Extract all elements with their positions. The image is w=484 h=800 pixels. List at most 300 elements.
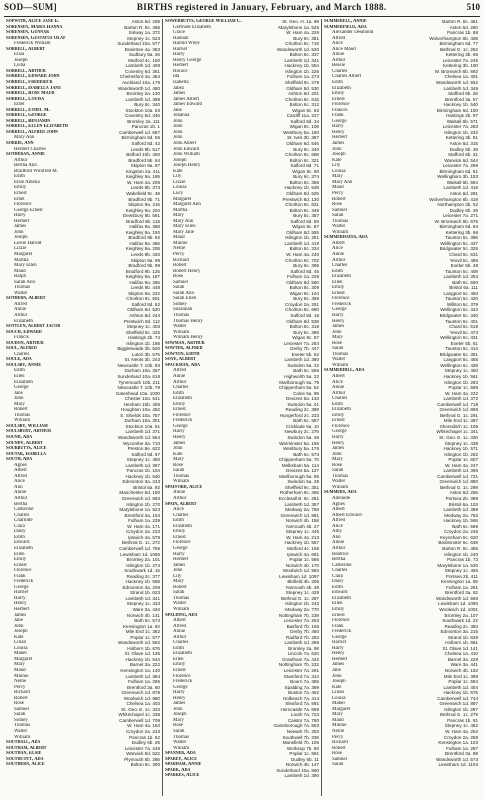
entry-district: Dudley 6b. 25 bbox=[131, 740, 160, 746]
entry-name: Agnes bbox=[14, 462, 27, 468]
entry-district: Swindon 5a. 28 bbox=[287, 479, 319, 485]
entry-name: James bbox=[332, 662, 345, 668]
entry-name: Florence bbox=[173, 412, 191, 418]
entry-district: Exeter 5b. 48 bbox=[450, 263, 478, 269]
entry-district: Taunton 5c. 408 bbox=[445, 268, 478, 274]
entry-district: Birmingham 6d. 61 bbox=[439, 168, 478, 174]
entry-district: Salford 8d. 45 bbox=[290, 268, 319, 274]
entry-name: Herbert bbox=[332, 656, 348, 662]
entry-district: Lambeth 1d. 371 bbox=[125, 429, 160, 435]
entry-name: Samuel bbox=[173, 279, 188, 285]
entry-name: Edith bbox=[173, 518, 184, 524]
entry-name: Sorrell, Ethel M. bbox=[6, 107, 50, 113]
entry-district: Woolwich 1d. 993 bbox=[282, 568, 319, 574]
entry-name: Margaret bbox=[14, 656, 33, 662]
entry-district: Kensington 1a. 82 bbox=[122, 623, 160, 629]
entry-name: Maud bbox=[332, 185, 344, 191]
entry-district: Mile End 1c. 397 bbox=[443, 418, 478, 424]
entry-district: Halifax 9a. 366 bbox=[129, 240, 160, 246]
entry-name: Edith bbox=[173, 390, 184, 396]
entry-name: Thomas Henry bbox=[173, 318, 203, 324]
entry-district: W. Ham 4a. 247 bbox=[445, 462, 478, 468]
entry-district: Sunderland 10a. 618 bbox=[117, 374, 160, 379]
entry-district: Hackney 1b. 540 bbox=[125, 473, 160, 479]
entry-name: Minnie bbox=[14, 673, 29, 679]
entry-name: Joseph bbox=[332, 679, 346, 685]
entry-district: Ipswich 4a. 678 bbox=[128, 534, 160, 540]
entry-name: Albert bbox=[332, 240, 345, 246]
entry-district: W. Ham 4a. 229 bbox=[286, 30, 319, 36]
entry-name: Southall, Ada bbox=[6, 740, 41, 746]
entry-name: Spanner, Ada bbox=[165, 751, 196, 757]
entry-district: Norwich 4b. 153 bbox=[444, 667, 478, 673]
entry-name: Percy bbox=[173, 251, 185, 257]
entry-name: Mary Jane bbox=[173, 229, 194, 235]
entry-district: Reading 2c. 383 bbox=[444, 623, 478, 629]
entry-name: Arthur bbox=[173, 634, 187, 640]
entry-district: Holborn 1b. 681 bbox=[445, 640, 478, 646]
entry-name: Nellie bbox=[332, 729, 345, 734]
entry-name: Joseph bbox=[14, 235, 28, 241]
entry-name: Gertrude Elizabeth bbox=[173, 24, 211, 30]
entry-name: Arthur bbox=[332, 57, 346, 63]
entry-district: Bury 8c. 395 bbox=[293, 263, 319, 269]
entry-name: Elizabeth bbox=[332, 595, 351, 601]
entry-district: Islington 1b. 274 bbox=[126, 562, 160, 568]
entry-name: Sottlen, Albert Jacob bbox=[6, 324, 61, 330]
entry-district: Kettering 3b. 81 bbox=[445, 135, 478, 141]
entry-name: Ernest bbox=[173, 534, 186, 540]
entry-district: Stepney 1c. 428 bbox=[285, 590, 319, 596]
entry-name: Lily bbox=[173, 174, 182, 180]
entry-district: Wolverhampton 6b. 419 bbox=[429, 196, 478, 202]
entry-district: Pancras 1b. 62 bbox=[129, 734, 160, 740]
entry-name: Clara bbox=[14, 523, 25, 529]
entry-district: Oldham 8d. 530 bbox=[286, 85, 319, 91]
entry-name: Lilian bbox=[14, 640, 26, 646]
entry-district: Lambeth 1d. 384 bbox=[125, 673, 160, 679]
entry-district: Lambeth 1d. 390 bbox=[284, 773, 319, 779]
entry-name: Louisa bbox=[173, 185, 187, 191]
entry-district: Woolwich 1d. 1001 bbox=[439, 606, 478, 612]
entry-name: Henry George bbox=[173, 57, 202, 63]
entry-name: Sorensen, Gunnar bbox=[6, 30, 49, 36]
entry-district: Fulham 1a. 281 bbox=[446, 584, 478, 590]
entry-name: Martha bbox=[14, 257, 29, 263]
entry-name: Sarah Ann bbox=[173, 290, 194, 296]
entry-name: Albert bbox=[332, 507, 345, 513]
entry-name: Sorrell, Ellen Elizabeth bbox=[6, 124, 68, 130]
entry-name: Alice bbox=[332, 41, 343, 47]
entry-name: Frank bbox=[332, 623, 344, 629]
entry-name: Elsie Amelia bbox=[14, 179, 40, 185]
entry-district: Hackney 1b. 557 bbox=[284, 540, 319, 546]
entry-district: Skipton 9a. 87 bbox=[130, 163, 160, 169]
entry-name: Margaret bbox=[14, 251, 33, 257]
entry-district: Wandsworth 1d. 573 bbox=[436, 756, 478, 762]
entry-district: Chelsea 1a. 410 bbox=[444, 651, 478, 657]
entry-district: Poplar 1c. 591 bbox=[289, 751, 319, 757]
entry-district: Wolverhampton 6b. 408 bbox=[429, 35, 478, 41]
entry-name: Edith bbox=[14, 534, 25, 540]
entry-district: Ware 3a. 441 bbox=[450, 662, 478, 668]
entry-district: Fulham 1a. 287 bbox=[446, 745, 478, 751]
entry-district: Lewisham 1d. 1085 bbox=[120, 551, 160, 557]
entry-name: Elizabeth bbox=[14, 545, 33, 551]
entry-district: Greenwich 1d. 878 bbox=[121, 690, 160, 696]
entry-name: James bbox=[173, 701, 186, 707]
entry-name: Mary bbox=[173, 579, 184, 585]
entry-district: Stepney 1c. 446 bbox=[285, 529, 319, 535]
entry-name: Sotheran, Annie bbox=[6, 152, 45, 158]
entry-district: Leicester 7a. 283 bbox=[442, 124, 478, 130]
entry-name: Bertha bbox=[332, 557, 346, 563]
entry-name: Samuel bbox=[14, 706, 29, 712]
entry-name: Arthur bbox=[332, 545, 346, 551]
entry-district: Newcastle T. 10b. 79 bbox=[117, 385, 160, 391]
entry-district: Croydon 2a. 251 bbox=[285, 301, 319, 307]
entry-name: James bbox=[173, 562, 186, 568]
entry-district: Stockton 10a. 51 bbox=[125, 423, 160, 429]
entry-district: Leeds 9b. 430 bbox=[130, 251, 160, 257]
entry-district: Exeter 5b. 52 bbox=[291, 351, 319, 357]
entry-district: Wandsworth 1d. 530 bbox=[277, 46, 319, 52]
entry-district: Lambeth 1d. 380 bbox=[284, 357, 319, 363]
entry-district: Norwich 4b. 141 bbox=[126, 612, 160, 618]
entry-district: Bath 5c. 573 bbox=[293, 451, 319, 457]
entry-district: Wandsworth 1d. 480 bbox=[118, 85, 160, 91]
entry-name: George bbox=[14, 385, 29, 391]
entry-name: Soulsbury, Arthur bbox=[6, 429, 52, 435]
entry-district: Bath 5c. 555 bbox=[293, 368, 319, 374]
entry-name: John bbox=[14, 396, 24, 402]
page-range-label: SOD—SUM] bbox=[4, 2, 57, 12]
entry-district: Stepney 1c. 450 bbox=[444, 368, 478, 374]
entry-district: Belford 10b. 400 bbox=[126, 152, 160, 158]
entry-district: Hackney 1b. 544 bbox=[125, 656, 160, 662]
entry-name: Spalding, Ada bbox=[165, 612, 198, 618]
entry-name: Sopwith, Alice Jane E. bbox=[6, 19, 60, 24]
entry-district: Nottingham 7b. 239 bbox=[278, 612, 319, 618]
entry-name: Thomas bbox=[332, 351, 349, 357]
entry-name: Harry bbox=[332, 124, 344, 130]
entry-name: Walter bbox=[14, 729, 28, 734]
entry-name: Soudon, Arthur bbox=[6, 340, 44, 346]
entry-name: Soulsby, William bbox=[6, 423, 48, 429]
entry-district: Stepney 1c. 439 bbox=[444, 440, 478, 446]
index-column-2 bbox=[163, 19, 322, 796]
entry-name: Sarah bbox=[332, 213, 344, 219]
entry-name: Joseph bbox=[173, 157, 187, 163]
entry-name: Sorrell, Benjamin bbox=[6, 118, 51, 124]
entry-district: Birmingham 6d. 100 bbox=[436, 107, 478, 113]
entry-name: Sorensen, Maria Hanna bbox=[6, 24, 63, 30]
entry-name: Bessie bbox=[332, 63, 346, 69]
entry-name: Henry bbox=[173, 435, 186, 441]
entry-name: Sarah bbox=[332, 346, 344, 352]
entry-name: Sarah bbox=[14, 712, 26, 718]
entry-name: Spackman, Ada bbox=[165, 362, 200, 368]
entry-name: Thomas bbox=[14, 285, 31, 291]
entry-district: Woolwich 1d. 980 bbox=[123, 695, 160, 701]
entry-name: Joseph Henry bbox=[173, 163, 201, 169]
entry-name: Ernest bbox=[14, 562, 27, 568]
entry-district: Aston 6d. 315 bbox=[449, 141, 478, 147]
entry-district: Hackney 1b. 575 bbox=[443, 690, 478, 696]
entry-name: James bbox=[173, 91, 186, 97]
entry-name: Charles bbox=[332, 263, 348, 269]
entry-district: Kettering 3b. 68 bbox=[445, 52, 478, 58]
entry-name: Charles bbox=[332, 68, 348, 74]
entry-district: Bath 5c. 560 bbox=[452, 279, 478, 285]
page-header bbox=[4, 2, 480, 17]
entry-district: Worksop 7b. 60 bbox=[286, 745, 319, 751]
entry-name: Joseph bbox=[332, 152, 346, 158]
entry-name: Sarah bbox=[332, 468, 344, 474]
entry-name: Leslie Harold bbox=[14, 240, 42, 246]
entry-district: W. Ham 4a. 222 bbox=[445, 390, 478, 396]
entry-district: Salford 8d. 18 bbox=[290, 312, 319, 318]
entry-name: Thomas bbox=[173, 312, 190, 318]
entry-district: Keighley 9a. 193 bbox=[125, 229, 160, 235]
entry-name: Annie bbox=[332, 540, 345, 546]
entry-district: Halifax 9a. 365 bbox=[129, 279, 160, 285]
entry-district: Southwell 7b. 336 bbox=[282, 734, 319, 740]
entry-district: Marlborough 5a. 85 bbox=[279, 473, 319, 479]
entry-name: Frances bbox=[332, 107, 348, 113]
entry-name: Thomas bbox=[14, 723, 31, 729]
entry-district: Taunton 5c. 395 bbox=[445, 235, 478, 241]
entry-name: Ellen bbox=[332, 601, 343, 607]
entry-district: Wandsworth 1d. 554 bbox=[118, 435, 160, 441]
entry-district: Bethnal G. 1c. 272 bbox=[121, 540, 160, 546]
entry-district: Bury 8c. 381 bbox=[293, 35, 319, 41]
entry-name: Spafford, Alice bbox=[165, 484, 203, 490]
entry-district: Bradford 9b. 99 bbox=[128, 263, 160, 269]
entry-district: Bromley 2a. 107 bbox=[444, 612, 478, 618]
entry-district: Stepney 1c. 523 bbox=[126, 35, 160, 41]
entry-district: Stafford 6b. 26 bbox=[447, 91, 478, 97]
entry-district: Luton 3b. 575 bbox=[131, 351, 160, 357]
entry-name: Sorrell, Frederick bbox=[6, 80, 53, 86]
entry-name: William Henry bbox=[173, 335, 203, 341]
entry-district: Islington 1b. 240 bbox=[444, 551, 478, 557]
entry-name: Elizabeth bbox=[14, 379, 33, 385]
entry-district: Leicester 7a. 299 bbox=[442, 163, 478, 169]
entry-district: Lambeth 1d. 408 bbox=[125, 63, 160, 69]
entry-name: Edith bbox=[14, 368, 25, 374]
entry-name: Sowman, Arthur bbox=[165, 340, 205, 346]
entry-district: Oldham 8d. 525 bbox=[286, 190, 319, 196]
entry-district: W. Ham 4a. 206 bbox=[127, 179, 160, 185]
entry-name: Minnie bbox=[173, 240, 188, 246]
entry-district: Wycombe 3a. 710 bbox=[123, 440, 160, 446]
entry-name: Bradford Winifred M. bbox=[14, 168, 59, 174]
entry-name: Daisy bbox=[332, 579, 344, 585]
entry-district: Hastings 2b. 97 bbox=[446, 113, 478, 119]
entry-name: Florence bbox=[332, 296, 350, 302]
entry-name: Thomas bbox=[173, 734, 190, 740]
entry-name: Joseph bbox=[14, 57, 28, 63]
entry-district: Kensington 1a. 103 bbox=[438, 740, 478, 746]
entry-district: Southwark 1d. 22 bbox=[442, 618, 478, 624]
entry-district: Chard 5c. 519 bbox=[449, 324, 478, 330]
entry-district: Lambeth 1d. 372 bbox=[443, 396, 478, 402]
entry-district: Bradford 9b. 71 bbox=[128, 196, 160, 202]
entry-name: Ethel bbox=[14, 196, 25, 202]
entry-name: Spain, Albert bbox=[165, 501, 197, 507]
entry-name: Henry bbox=[332, 318, 345, 324]
entry-name: George bbox=[332, 429, 347, 435]
entry-name: Annie bbox=[173, 490, 186, 496]
entry-name: Albert bbox=[14, 468, 27, 474]
entry-district: Westbury 5a. 180 bbox=[283, 129, 319, 135]
entry-district: Lambeth 1d. 416 bbox=[443, 185, 478, 191]
entry-district: Keighley 9a. 208 bbox=[125, 246, 160, 252]
entry-district: Sheffield 9c. 351 bbox=[284, 484, 319, 490]
entry-district: Shoreditch 1c. 105 bbox=[439, 423, 478, 429]
entry-district: Bristol 6a. 111 bbox=[449, 285, 478, 291]
entry-district: Bolton 8c. 356 bbox=[289, 179, 319, 185]
entry-district: Chester 10a. 541 bbox=[124, 396, 160, 402]
entry-district: Brentford 3a. 62 bbox=[445, 590, 478, 596]
entry-name: Southan, Elsie bbox=[6, 751, 42, 757]
entry-name: Charles bbox=[173, 640, 189, 646]
entry-district: Wigan 8c. 83 bbox=[292, 107, 319, 113]
entry-name: Sorrell, Isabella Jane bbox=[6, 85, 61, 91]
register-entry bbox=[165, 773, 319, 779]
entry-name: Ernest bbox=[332, 96, 345, 102]
entry-name: Sarah bbox=[173, 468, 185, 474]
entry-name: Harold Wiley bbox=[173, 41, 201, 47]
entry-district: Oldham 8d. 538 bbox=[286, 318, 319, 324]
entry-name: Minnie bbox=[332, 723, 347, 729]
entry-name: Joseph bbox=[14, 629, 28, 635]
entry-name: Robert Henry bbox=[173, 268, 201, 274]
entry-name: Ellen bbox=[14, 551, 25, 557]
entry-name: Frederick bbox=[332, 629, 352, 635]
entry-district: Birmingham 6d. 77 bbox=[439, 41, 478, 47]
entry-name: Francis bbox=[14, 335, 29, 341]
entry-name: Robert bbox=[173, 263, 187, 269]
entry-district: Strand 1b. 623 bbox=[129, 590, 160, 596]
entry-district: Fulham 1a. 239 bbox=[128, 518, 160, 524]
entry-name: Joseph bbox=[173, 712, 187, 718]
entry-name: Lizzie bbox=[14, 246, 27, 252]
entry-name: Souch, Edward bbox=[6, 329, 42, 335]
entry-district: Salford 8d. 67 bbox=[131, 451, 160, 457]
entry-name: John bbox=[173, 568, 183, 574]
entry-district: Horncastle 7a. 659 bbox=[280, 706, 319, 712]
entry-district: Southwark 1d. 15 bbox=[124, 568, 160, 574]
entry-district: Taunton 5c. 401 bbox=[445, 318, 478, 324]
entry-name: Annie bbox=[14, 490, 27, 496]
entry-name: William bbox=[332, 229, 349, 235]
entry-district: Bristol 6a. 92 bbox=[133, 484, 160, 490]
entry-name: Rose bbox=[332, 462, 342, 468]
entry-district: Ipswich 4a. 691 bbox=[287, 551, 319, 557]
entry-district: Rotherham 9c. 455 bbox=[279, 490, 319, 496]
entry-name: Harry bbox=[332, 645, 344, 651]
entry-district: Wellington 5c. 431 bbox=[440, 335, 478, 341]
entry-name: Mary bbox=[332, 457, 343, 463]
entry-district: Chelsea 1a. 401 bbox=[444, 74, 478, 80]
entry-district: Devizes 5a. 133 bbox=[286, 396, 319, 402]
entry-name: Rose bbox=[173, 462, 183, 468]
entry-district: Lewisham 1d. 1104 bbox=[438, 762, 478, 768]
entry-district: Lambeth 1d. 366 bbox=[284, 640, 319, 646]
entry-district: Bethnal G. 1c. 262 bbox=[439, 46, 478, 52]
entry-district: W. Bromwich 6b. 692 bbox=[434, 68, 478, 74]
entry-district: Lambeth 1d. 389 bbox=[125, 96, 160, 102]
entry-name: Walter bbox=[173, 324, 187, 330]
entry-name: Sowerbutts, George William C. bbox=[165, 19, 242, 24]
entry-district: Marylebone 1a. 525 bbox=[278, 24, 319, 30]
entry-district: Oldham 8d. 546 bbox=[286, 141, 319, 147]
page-title: BIRTHS registered in January, February, and March 1888. bbox=[136, 2, 387, 12]
entry-name: Nellie bbox=[14, 679, 27, 685]
entry-name: Sowton, Edith bbox=[165, 351, 200, 357]
entry-name: Sorrell, Louisa bbox=[6, 96, 45, 102]
entry-name: Soulsby, Annie bbox=[6, 362, 42, 368]
entry-name: Charles bbox=[14, 512, 30, 518]
entry-district: W. Ham 4a. 184 bbox=[127, 723, 160, 729]
entry-name: Louisa bbox=[14, 645, 28, 651]
entry-district: St. Olave 1d. 141 bbox=[442, 645, 478, 651]
entry-name: Mary bbox=[332, 335, 343, 341]
entry-name: Sorrell, Arthur bbox=[6, 68, 46, 74]
entry-district: Bolton 8c. 309 bbox=[289, 285, 319, 291]
entry-name: John bbox=[173, 118, 183, 124]
entry-name: James bbox=[332, 324, 345, 330]
entry-district: St. Geo. E. 1c. 323 bbox=[121, 706, 160, 712]
entry-name: Rose bbox=[332, 340, 342, 346]
entry-district: Spalding 7a. 389 bbox=[284, 684, 319, 690]
entry-name: Arthur bbox=[173, 496, 187, 502]
entry-district: Portsea 2b. 398 bbox=[445, 496, 478, 502]
entry-district: Camberwell 1d. 718 bbox=[437, 401, 478, 407]
entry-district: St. Geo. E. 1c. 330 bbox=[439, 435, 478, 441]
entry-name: John bbox=[173, 135, 183, 141]
entry-district: Swindon 5a. 32 bbox=[287, 362, 319, 368]
entry-name: Kate bbox=[332, 157, 342, 163]
entry-district: Cardiff 11a. 227 bbox=[286, 113, 319, 119]
entry-district: Fulham 1a. 273 bbox=[287, 74, 319, 80]
entry-name: Harry bbox=[173, 690, 185, 696]
entry-name: Sarah Ann bbox=[14, 279, 35, 285]
entry-district: Ware 3a. 434 bbox=[132, 606, 160, 612]
entry-district: Islington 1b. 243 bbox=[285, 601, 319, 607]
entry-name: Charles bbox=[14, 351, 30, 357]
entry-name: James Albert bbox=[173, 96, 199, 102]
entry-name: Frederick bbox=[173, 679, 193, 685]
entry-name: Walter bbox=[332, 479, 346, 485]
entry-district: Bolton 8c. 349 bbox=[289, 207, 319, 213]
entry-district: Leicester 7a. 271 bbox=[442, 213, 478, 219]
entry-name: Alfred bbox=[14, 473, 28, 479]
entry-name: Frank bbox=[14, 573, 26, 579]
entry-district: Camberwell 1d. 731 bbox=[437, 473, 478, 479]
entry-name: Sarah bbox=[173, 285, 185, 291]
entry-name: Herbert bbox=[14, 606, 30, 612]
entry-district: Marylebone 1a. 530 bbox=[437, 562, 478, 568]
entry-name: Elizabeth bbox=[332, 407, 351, 413]
entry-district: Mutford 4c. 160 bbox=[128, 57, 160, 63]
entry-name: Ethel bbox=[14, 102, 25, 108]
entry-district: Wellingboro 3b. 153 bbox=[437, 174, 478, 180]
entry-name: Edith bbox=[332, 584, 343, 590]
entry-name: Clara bbox=[332, 573, 343, 579]
